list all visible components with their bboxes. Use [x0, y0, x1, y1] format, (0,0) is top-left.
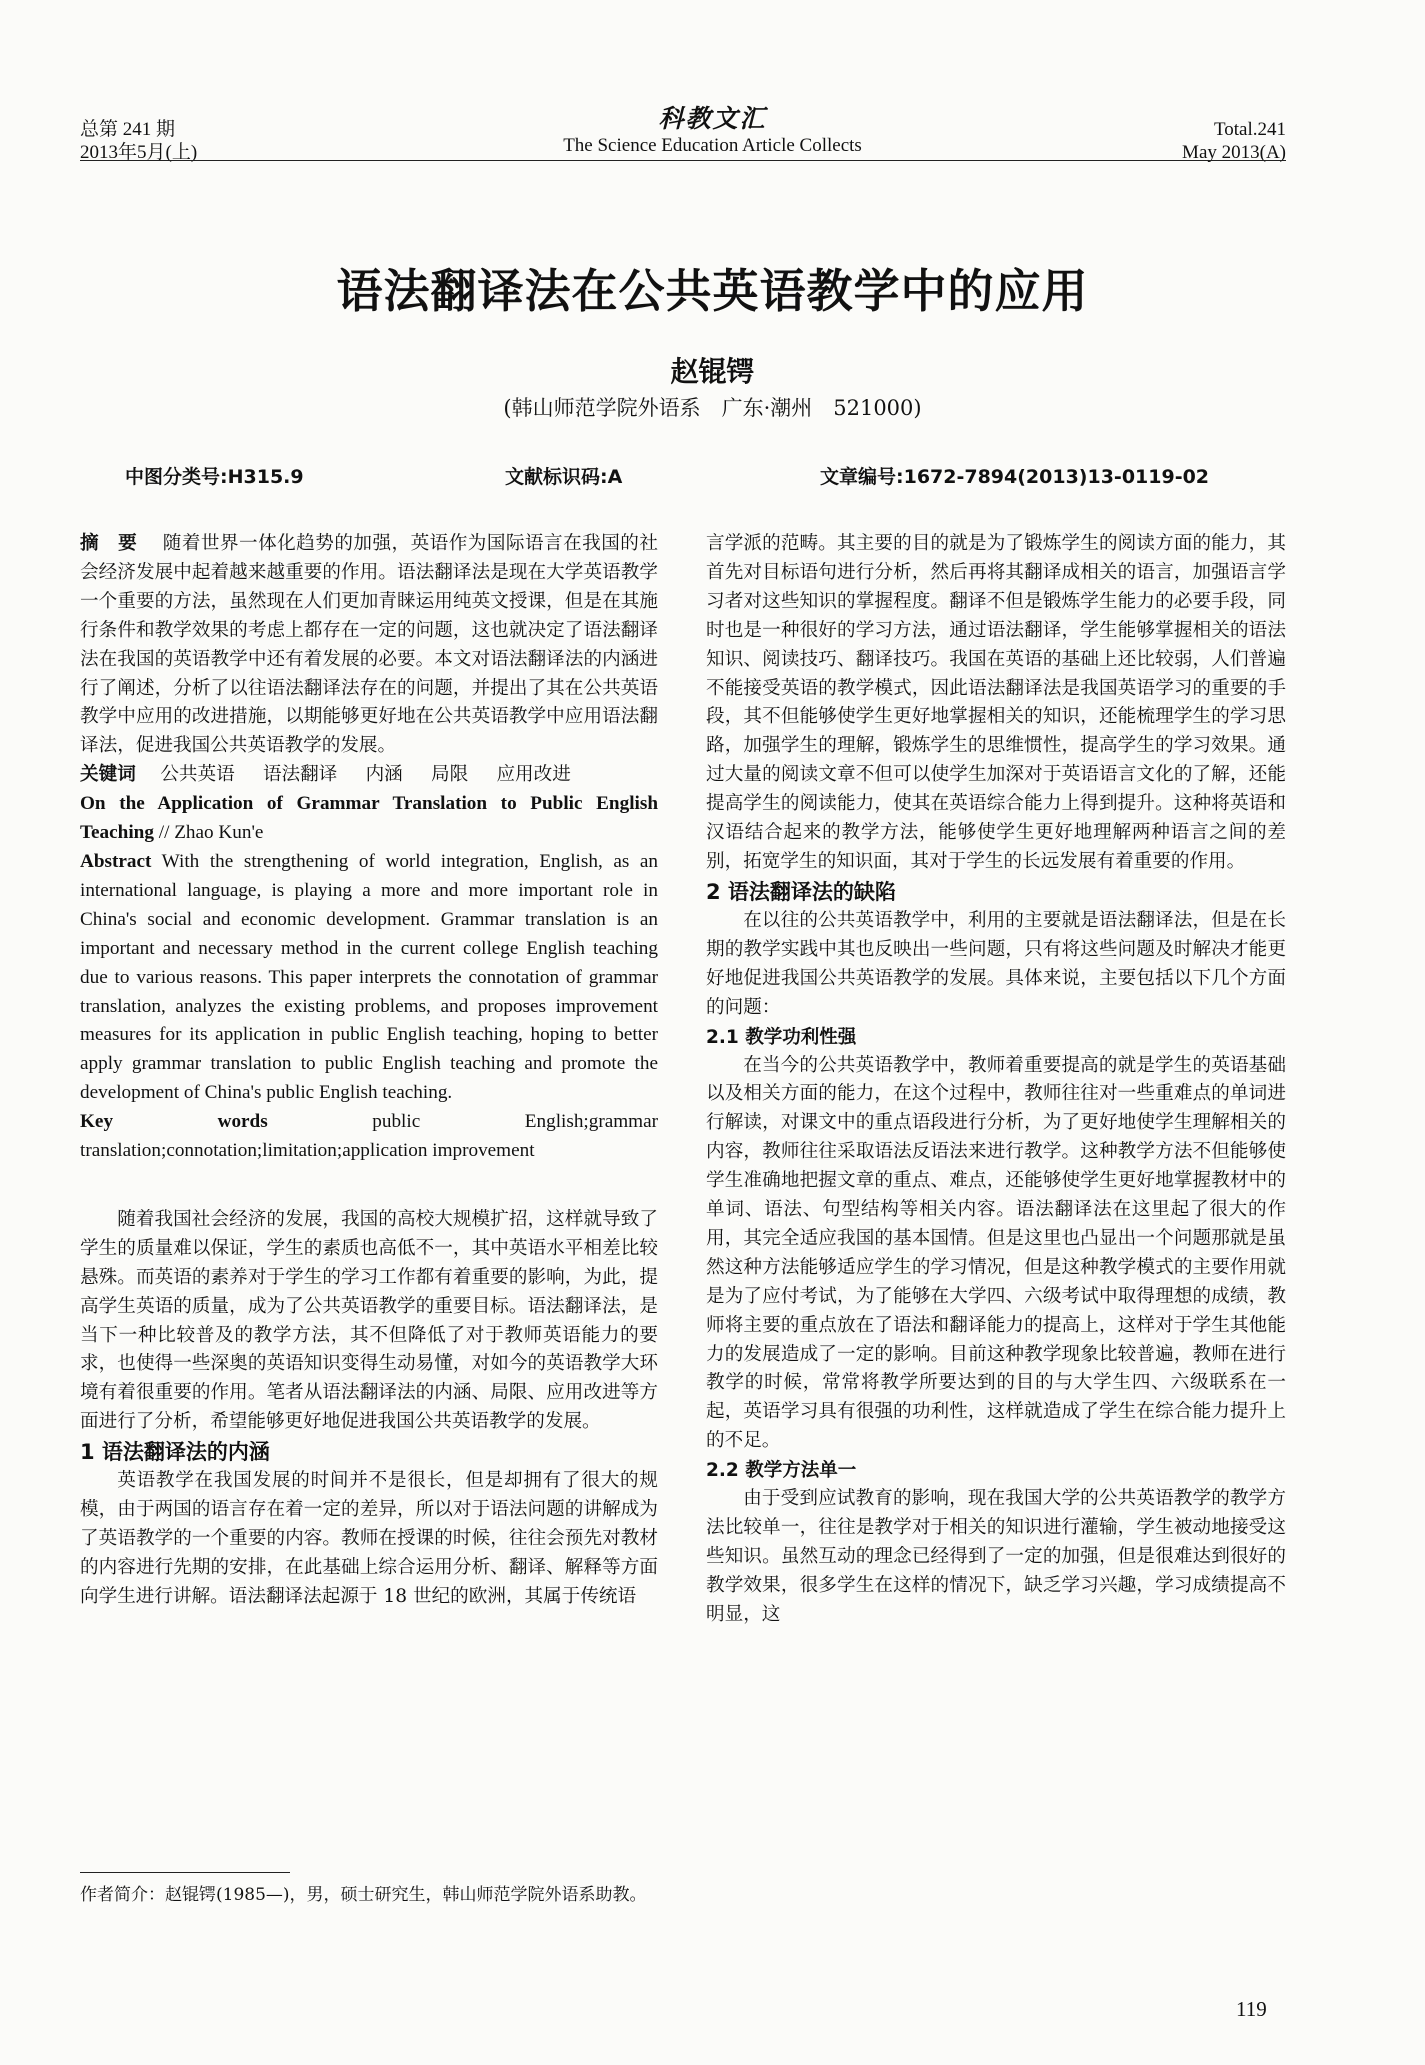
keywords-cn — [80, 761, 658, 790]
keyword-item: 局限 — [431, 764, 469, 786]
keyword-item: 应用改进 — [496, 764, 571, 786]
section-2-heading: 2 语法翻译法的缺陷 — [706, 879, 896, 904]
abstract-cn-text: 随着世界一体化趋势的加强，英语作为国际语言在我国的社会经济发展中起着越来越重要的作用。语法翻译法是现在大学英语教学一个重要的方法，虽然现在人们更加青睐运用纯英文授课，但是在其施行条件和教学效果的考虑上都存在一定的问题，这也就决定了语法翻译法在我国的英语教学中还有着发展的必要。本文对语法翻译法的内涵进行了阐述，分析了以往语法翻译法存在的问题，并提出了其在公共英语教学中应用的改进措施，以期能够更好地在公共英语教学中应用语法翻译法，促进我国公共英语教学的发展。 — [80, 533, 658, 757]
section-1-heading: 1 语法翻译法的内涵 — [80, 1440, 270, 1465]
issue-number: 总第 241 期 — [80, 119, 176, 140]
english-author: // Zhao Kun'e — [158, 822, 264, 844]
header-rule — [80, 160, 1286, 161]
author-name: 赵锟锷 — [670, 355, 755, 388]
clc-number: 中图分类号:H315.9 — [125, 466, 304, 488]
english-keywords — [80, 1108, 658, 1166]
intro-paragraph: 随着我国社会经济的发展，我国的高校大规模扩招，这样就导致了学生的质量难以保证，学生的素质也高低不一，其中英语水平相差比较悬殊。而英语的素养对于学生的学习工作都有着重要的影响，为此，提高学生英语的质量，成为了公共英语教学的重要目标。语法翻译法，是当下一种比较普及的教学方法，其不但降低了对于教师英语能力的要求，也使得一些深奥的英语知识变得生动易懂，对如今的英语教学大环境有着很重要的作用。笔者从语法翻译法的内涵、局限、应用改进等方面进行了分析，希望能够更好地促进我国公共英语教学的发展。 — [80, 1208, 658, 1433]
english-keywords-label: Key words — [80, 1111, 268, 1133]
abstract-cn — [80, 530, 658, 761]
author-affiliation: (韩山师范学院外语系 广东·潮州 521000) — [503, 396, 922, 420]
english-abstract — [80, 848, 658, 1108]
continued-paragraph: 言学派的范畴。其主要的目的就是为了锻炼学生的阅读方面的能力，其首先对目标语句进行分析，然后再将其翻译成相关的语言，加强语言学习者对这些知识的掌握程度。翻译不但是锻炼学生能力的必要手段，同时也是一种很好的学习方法，通过语法翻译，学生能够掌握相关的语法知识、阅读技巧、翻译技巧。我国在英语的基础上还比较弱，人们普遍不能接受英语的教学模式，因此语法翻译法是我国英语学习的重要的手段，其不但能够使学生更好地掌握相关的知识，还能梳理学生的学习思路，加强学生的理解，锻炼学生的思维惯性，提高学生的学习效果。通过大量的阅读文章不但可以使学生加深对于英语语言文化的了解，还能提高学生的阅读能力，使其在英语综合能力上得到提升。这种将英语和汉语结合起来的教学方法，能够使学生更好地理解两种语言之间的差别，拓宽学生的知识面，其对于学生的长远发展有着重要的作用。 — [706, 533, 1286, 872]
section-2-1-text: 在当今的公共英语教学中，教师着重要提高的就是学生的英语基础以及相关方面的能力，在这个过程中，教师往往对一些重难点的单词进行解读，对课文中的重点语段进行分析，为了更好地使学生理解相关的内容，教师往往采取语法反语法来进行教学。这种教学方法不但能够使学生准确地把握文章的重点、难点，还能够使学生更好地掌握教材中的单词、语法、句型结构等相关内容。语法翻译法在这里起了很大的作用，其完全适应我国的基本国情。但是这里也凸显出一个问题那就是虽然这种方法能够适应学生的学习情况，但是这种教学模式的主要作用就是为了应付考试，为了能够在大学四、六级考试中取得理想的成绩，教师将主要的重点放在了语法和翻译能力的提高上，这样对于学生其他能力的发展造成了一定的影响。目前这种教学现象比较普遍，教师在进行教学的时候，常常将教学所要达到的目的与大学生四、六级联系在一起，英语学习具有很强的功利性，这样就造成了学生在综合能力提升上的不足。 — [706, 1054, 1286, 1452]
english-abstract-label: Abstract — [80, 850, 152, 872]
keyword-item: 公共英语 — [160, 764, 235, 786]
document-code: 文献标识码:A — [505, 466, 623, 488]
month-edition: May 2013(A) — [1182, 142, 1286, 163]
journal-english-name: The Science Education Article Collects — [563, 135, 862, 156]
keyword-item: 语法翻译 — [262, 764, 338, 786]
page-number: 119 — [1236, 1997, 1267, 2021]
section-2-2-text: 由于受到应试教育的影响，现在我国大学的公共英语教学的教学方法比较单一，往往是教学对于相关的知识进行灌输，学生被动地接受这些知识。虽然互动的理念已经得到了一定的加强，但是很难达到很好的教学效果，很多学生在这样的情况下，缺乏学习兴趣，学习成绩提高不明显，这 — [706, 1488, 1286, 1625]
english-title-line — [80, 790, 658, 848]
journal-logo: 科教文汇 — [658, 104, 767, 133]
abstract-cn-label: 摘 要 — [80, 533, 138, 554]
section-2-1-heading: 2.1 教学功利性强 — [706, 1026, 857, 1048]
issue-date: 2013年5月(上) — [80, 142, 198, 163]
left-column — [80, 530, 658, 1612]
article-number: 文章编号:1672-7894(2013)13-0119-02 — [820, 466, 1210, 488]
right-column — [706, 530, 1286, 1630]
english-abstract-text: With the strengthening of world integration, English, as an international language, is playing a more and more important role in China's social and economic development. Grammar translation is an important and necessary method in the current college English teaching due to various reasons. This paper interprets the connotation of grammar translation, analyzes the existing problems, and proposes improvement measures for its application in public English teaching, hoping to better apply grammar translation to public English teaching and promote the development of China's public English teaching. — [80, 850, 659, 1104]
keyword-item: 内涵 — [365, 764, 403, 786]
english-title: On the Application of Grammar Translation to Public English Teaching — [80, 793, 658, 844]
section-2-2-heading: 2.2 教学方法单一 — [706, 1460, 857, 1482]
author-footnote: 作者简介：赵锟锷(1985—)，男，硕士研究生，韩山师范学院外语系助教。 — [80, 1885, 647, 1905]
english-keywords-text: public English;grammar translation;connotation;limitation;application improvement — [80, 1111, 658, 1162]
total-number: Total.241 — [1213, 119, 1286, 140]
article-title: 语法翻译法在公共英语教学中的应用 — [336, 264, 1089, 318]
section-1-text: 英语教学在我国发展的时间并不是很长，但是却拥有了很大的规模，由于两国的语言存在着一定的差异，所以对于语法问题的讲解成为了英语教学的一个重要的内容。教师在授课的时候，往往会预先对教材的内容进行先期的安排，在此基础上综合运用分析、翻译、解释等方面向学生进行讲解。语法翻译法起源于 18 世纪的欧洲，其属于传统语 — [80, 1470, 658, 1607]
footnote-rule — [80, 1872, 290, 1873]
section-2-text: 在以往的公共英语教学中，利用的主要就是语法翻译法，但是在长期的教学实践中其也反映出一些问题，只有将这些问题及时解决才能更好地促进我国公共英语教学的发展。具体来说，主要包括以下几个方面的问题： — [706, 909, 1286, 1018]
keywords-cn-label: 关键词 — [80, 764, 136, 786]
header-right — [1140, 118, 1286, 164]
